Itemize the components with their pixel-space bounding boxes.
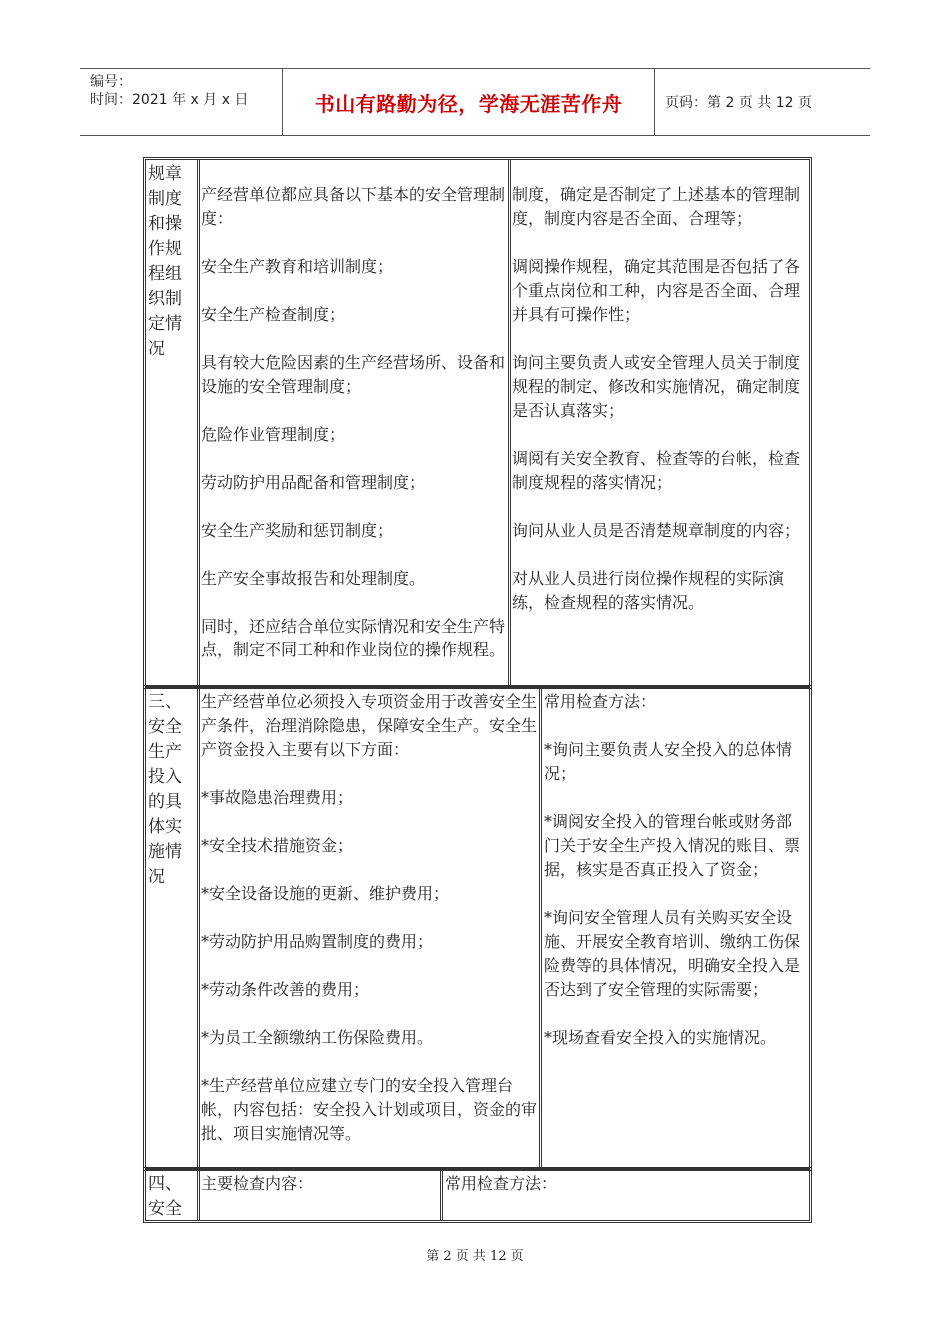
- section-investment-methods: [544, 690, 806, 1168]
- header-meta: [80, 69, 283, 135]
- content-item: 安全生产奖励和惩罚制度；: [201, 521, 394, 540]
- page-header: [80, 68, 870, 136]
- content-item: 危险作业管理制度；: [201, 425, 346, 444]
- section-4-methods-header: 常用检查方法：: [445, 1174, 558, 1193]
- section-4-content-header: 主要检查内容：: [201, 1174, 314, 1193]
- method-item: *询问安全管理人员有关购买安全设施、开展安全教育培训、缴纳工伤保险费等的具体情况，明确安全投入是否达到了安全管理的实际需要；: [544, 908, 801, 999]
- content-item: 安全生产检查制度；: [201, 305, 346, 324]
- section-rules-label: 规章制度和操作规程组织制定情况: [148, 164, 182, 359]
- section-investment-content: [201, 690, 537, 1168]
- divider: [197, 1169, 198, 1221]
- content-item: *安全技术措施资金；: [201, 836, 354, 855]
- content-item: *事故隐患治理费用；: [201, 788, 354, 807]
- content-item: *安全设备设施的更新、维护费用；: [201, 884, 450, 903]
- content-item: 安全生产教育和培训制度；: [201, 257, 394, 276]
- divider: [199, 1169, 200, 1221]
- header-motto: 书山有路勤为径，学海无涯苦作舟: [283, 69, 655, 135]
- date-label: 时间：2021 年 x 月 x 日: [90, 92, 249, 108]
- divider: [442, 1169, 443, 1221]
- content-item: 生产安全事故报告和处理制度。: [201, 569, 426, 588]
- content-item: 具有较大危险因素的生产经营场所、设备和设施的安全管理制度；: [201, 353, 506, 396]
- number-label: 编号：: [90, 74, 132, 90]
- method-item: 对从业人员进行岗位操作规程的实际演练，检查规程的落实情况。: [512, 569, 785, 612]
- divider: [199, 687, 200, 1169]
- page-footer: 第 2 页 共 12 页: [426, 1249, 524, 1264]
- divider: [197, 159, 198, 687]
- content-item: 同时，还应结合单位实际情况和安全生产特点，制定不同工种和作业岗位的操作规程。: [201, 617, 506, 659]
- method-item: 常用检查方法：: [544, 692, 657, 711]
- divider: [541, 687, 542, 1169]
- content-item: 产经营单位都应具备以下基本的安全管理制度：: [201, 185, 506, 228]
- divider: [199, 159, 200, 687]
- section-investment-label: 三、安全生产投入的具体实施情况: [148, 692, 182, 887]
- method-item: *现场查看安全投入的实施情况。: [544, 1028, 777, 1047]
- method-item: 询问主要负责人或安全管理人员关于制度规程的制定、修改和实施情况，确定制度是否认真落实；: [512, 353, 801, 420]
- content-item: *劳动防护用品购置制度的费用；: [201, 932, 434, 951]
- method-item: *询问主要负责人安全投入的总体情况；: [544, 740, 793, 783]
- content-item: *生产经营单位应建立专门的安全投入管理台帐，内容包括：安全投入计划或项目，资金的审批、项目实施情况等。: [201, 1076, 537, 1143]
- section-rules-content: [201, 183, 507, 685]
- method-item: *调阅安全投入的管理台帐或财务部门关于安全生产投入情况的账目、票据，核实是否真正投入了资金；: [544, 812, 801, 879]
- header-page-info: 页码：第 2 页 共 12 页: [665, 95, 812, 111]
- section-4-label: 四、安全: [148, 1174, 182, 1219]
- content-item: 劳动防护用品配备和管理制度；: [201, 473, 426, 492]
- section-rules-methods: [512, 183, 804, 685]
- divider: [440, 1169, 441, 1221]
- method-item: 调阅有关安全教育、检查等的台帐，检查制度规程的落实情况；: [512, 449, 801, 492]
- content-item: *劳动条件改善的费用；: [201, 980, 370, 999]
- method-item: 制度，确定是否制定了上述基本的管理制度，制度内容是否全面、合理等；: [512, 185, 801, 228]
- method-item: 询问从业人员是否清楚规章制度的内容；: [512, 521, 801, 540]
- divider: [539, 687, 540, 1169]
- content-item: *为员工全额缴纳工伤保险费用。: [201, 1028, 434, 1047]
- divider: [510, 159, 511, 687]
- divider: [508, 159, 509, 687]
- method-item: 调阅操作规程，确定其范围是否包括了各个重点岗位和工种，内容是否全面、合理并具有可操作性；: [512, 257, 801, 324]
- divider: [197, 687, 198, 1169]
- content-item: 生产经营单位必须投入专项资金用于改善安全生产条件，治理消除隐患，保障安全生产。安全生产资金投入主要有以下方面：: [201, 692, 537, 759]
